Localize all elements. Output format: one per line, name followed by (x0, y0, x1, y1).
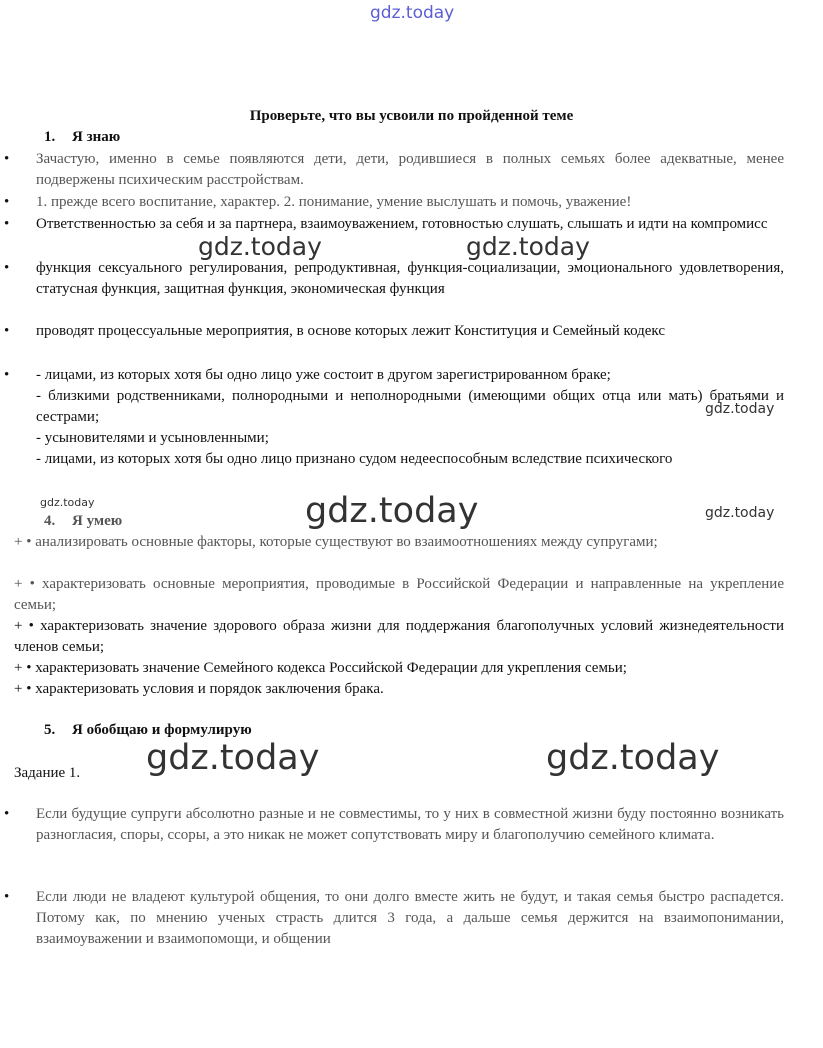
bullet-icon: • (4, 194, 10, 210)
task-label: Задание 1. (14, 765, 81, 781)
watermark: gdz.today (466, 232, 590, 261)
section-number: 5. (44, 722, 56, 738)
bullet-icon: • (4, 151, 10, 167)
bullet-icon: • (4, 367, 10, 383)
list-item: функция сексуального регулирования, репродуктивная, функция-социализации, эмоционального удовлетворения, статусная функция, защитная функция, экономическая функция (36, 260, 784, 297)
list-item: - лицами, из которых хотя бы одно лицо признано судом недееспособным вследствие психического (36, 451, 673, 467)
bullet-icon: • (4, 260, 10, 276)
list-item: + • анализировать основные факторы, которые существуют во взаимоотношениях между супругами; (14, 534, 658, 550)
section-heading: Я умею (72, 513, 123, 529)
watermark: gdz.today (146, 738, 320, 778)
bullet-icon: • (4, 323, 10, 339)
watermark: gdz.today (40, 496, 95, 509)
list-item: Ответственностью за себя и за партнера, взаимоуважением, готовностью слушать, слышать и идти на компромисс (36, 216, 768, 232)
watermark: gdz.today (198, 232, 322, 261)
bullet-icon: • (4, 216, 10, 232)
bullet-icon: • (4, 806, 10, 822)
list-item: - лицами, из которых хотя бы одно лицо уже состоит в другом зарегистрированном браке; (36, 367, 611, 383)
watermark: gdz.today (305, 491, 479, 531)
watermark: gdz.today (705, 505, 775, 521)
list-item: Зачастую, именно в семье появляются дети, дети, родившиеся в полных семьях более адекватные, менее подвержены психическим расстройствам. (36, 151, 784, 188)
bullet-icon: • (4, 889, 10, 905)
section-number: 4. (44, 513, 56, 529)
section-heading: Я знаю (72, 129, 121, 145)
list-item: + • характеризовать условия и порядок заключения брака. (14, 681, 384, 697)
list-item: проводят процессуальные мероприятия, в основе которых лежит Конституция и Семейный кодекс (36, 323, 666, 339)
list-item: + • характеризовать значение Семейного кодекса Российской Федерации для укрепления семьи; (14, 660, 627, 676)
section-heading: Я обобщаю и формулирую (72, 722, 252, 738)
list-item: - близкими родственниками, полнородными и неполнородными (имеющими общих отца или мать) братьями и сестрами; (36, 388, 784, 425)
list-item: + • характеризовать значение здорового образа жизни для поддержания благополучных условий жизнедеятельности членов семьи; (14, 618, 784, 655)
list-item: - усыновителями и усыновленными; (36, 430, 269, 446)
page-title: Проверьте, что вы усвоили по пройденной теме (249, 108, 574, 124)
list-item: + • характеризовать основные мероприятия, проводимые в Российской Федерации и направленные на укрепление семьи; (14, 576, 784, 613)
section-number: 1. (44, 129, 56, 145)
watermark: gdz.today (705, 401, 775, 417)
list-item: Если люди не владеют культурой общения, то они долго вместе жить не будут, и такая семья быстро распадется. Потому как, по мнению ученых страсть длится 3 года, а дальше семья держится на взаимопонимании, взаимоуважении и взаимопомощи, и общении (36, 889, 784, 947)
list-item: 1. прежде всего воспитание, характер. 2. понимание, умение выслушать и помочь, уважение! (36, 194, 632, 210)
list-item: Если будущие супруги абсолютно разные и не совместимы, то у них в совместной жизни буду постоянно возникать разногласия, споры, ссоры, а это никак не может сопутствовать миру и благополучию семейного климата. (36, 806, 784, 843)
watermark-top: gdz.today (370, 3, 455, 23)
watermark: gdz.today (546, 738, 720, 778)
